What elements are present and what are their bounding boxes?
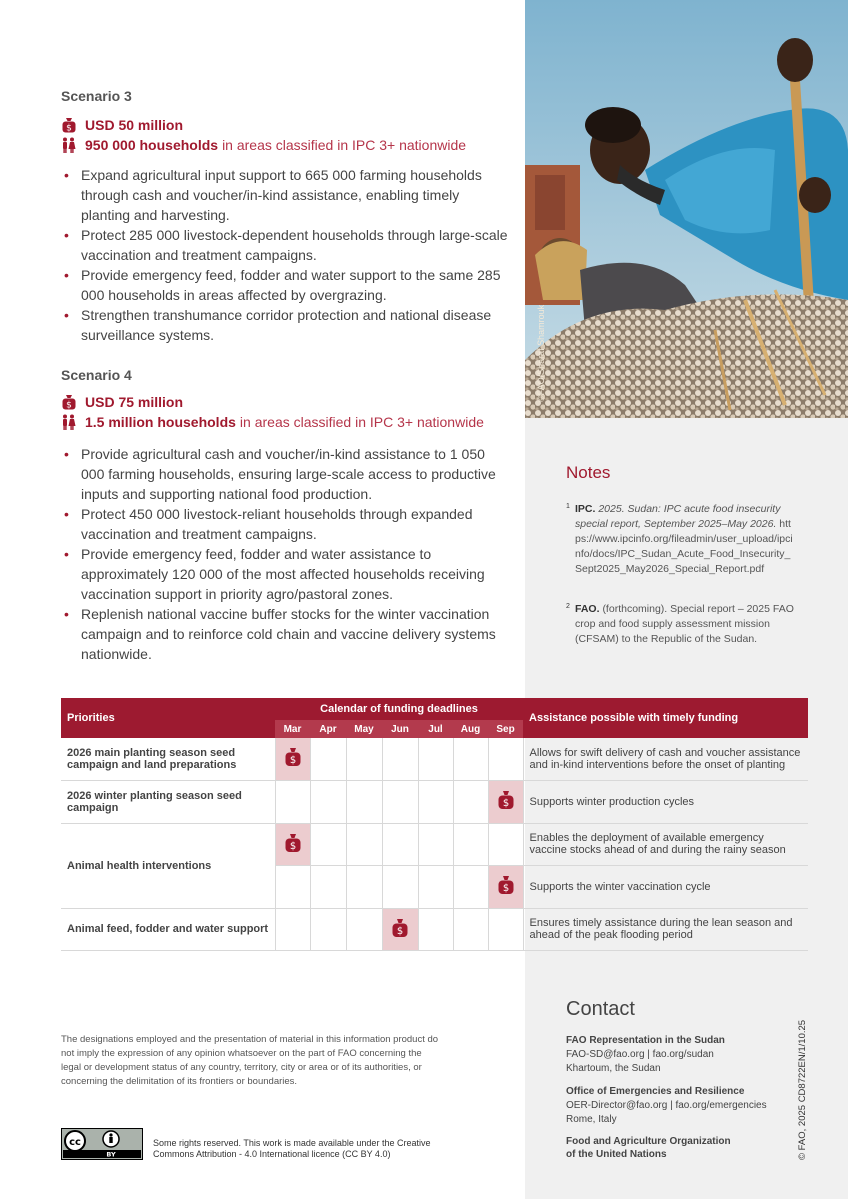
assistance-cell: Ensures timely assistance during the lean season and ahead of the peak flooding period	[523, 908, 808, 950]
note-link[interactable]: https://www.ipcinfo.org/fileadmin/user_upload/ipcinfo/docs/IPC_Sudan_Acute_Food_Insecurity_Sept2025_May2026_Special_Report.pdf	[575, 518, 793, 575]
note-2: 2 FAO. (forthcoming). Special report – 2025 FAO crop and food supply assessment mission (CFSAM) to the Republic of the Sudan.	[566, 603, 794, 645]
license-text: Some rights reserved. This work is made available under the Creative Commons Attribution - 4.0 International licence (CC BY 4.0)	[153, 1138, 431, 1159]
list-item: • Protect 285 000 livestock-dependent households through large-scale vaccination and treatment campaigns.	[61, 225, 511, 265]
month-header: Apr	[310, 720, 346, 738]
contact-org: Food and Agriculture Organization	[566, 1136, 731, 1147]
contact-location: Rome, Italy	[566, 1114, 617, 1125]
scenario-3-funding: $ USD 50 million	[61, 117, 183, 133]
contact-org: of the United Nations	[566, 1149, 667, 1160]
cc-by-license-badge[interactable]	[61, 1128, 143, 1160]
assistance-cell: Supports the winter vaccination cycle	[523, 865, 808, 908]
funding-deadline-cell	[275, 823, 310, 865]
svg-text:$: $	[502, 883, 509, 894]
assistance-cell: Supports winter production cycles	[523, 780, 808, 823]
list-item: • Provide emergency feed, fodder and water support to the same 285 000 households in areas affected by overgrazing.	[61, 265, 511, 305]
disclaimer-text: The designations employed and the presentation of material in this information product do not imply the expression of any opinion whatsoever on the part of FAO concerning the legal or development status of any country, territory, city or area or of its authorities, or concerning the delimitation of its frontiers or boundaries.	[61, 1034, 439, 1087]
photo-credit: ©FAO/Sharaf Shamrouk	[536, 304, 546, 402]
cover-photo	[525, 0, 848, 418]
priority-cell: Animal feed, fodder and water support	[61, 908, 275, 950]
table-row	[61, 780, 808, 823]
document-code: © FAO, 2025 CD8722EN/1/10.25	[797, 1019, 808, 1160]
scenario-4-households: 1.5 million households in areas classified in IPC 3+ nationwide	[61, 414, 484, 430]
funding-calendar-table	[61, 698, 808, 951]
money-bag-icon	[497, 875, 515, 895]
family-icon	[61, 137, 77, 153]
month-header: Jul	[418, 720, 453, 738]
contact-org: FAO Representation in the Sudan	[566, 1035, 725, 1046]
month-header: Sep	[488, 720, 523, 738]
money-bag-icon	[284, 747, 302, 767]
contact-location: Khartoum, the Sudan	[566, 1063, 661, 1074]
money-bag-icon	[497, 790, 515, 810]
month-header: Aug	[453, 720, 488, 738]
list-item: • Protect 450 000 livestock-reliant households through expanded vaccination and treatment campaigns.	[61, 504, 511, 544]
list-item: • Expand agricultural input support to 665 000 farming households through cash and voucher/in-kind assistance, enabling timely planting and harvesting.	[61, 165, 511, 225]
scenario-3-households: 950 000 households in areas classified in IPC 3+ nationwide	[61, 137, 466, 153]
svg-text:$: $	[502, 798, 509, 809]
money-bag-icon	[61, 394, 77, 410]
notes-title: Notes	[566, 463, 611, 482]
note-1: 1 IPC. 2025. Sudan: IPC acute food insecurity special report, September 2025–May 2026. https://www.ipcinfo.org/fileadmin/user_upload/ipcinfo/docs/IPC_Sudan_Acute_Food_Insecurity_Sept2025_May2026_Special_Report.pdf	[566, 503, 793, 575]
calendar-header: Calendar of funding deadlines	[275, 698, 523, 720]
table-row	[61, 738, 808, 780]
priorities-header: Priorities	[61, 698, 275, 738]
contact-org: Office of Emergencies and Resilience	[566, 1086, 745, 1097]
money-bag-icon	[391, 918, 409, 938]
scenario-3-actions	[61, 165, 511, 345]
list-item: • Provide emergency feed, fodder and water assistance to approximately 120 000 of the most affected households receiving vaccination support in priority agro/pastoral zones.	[61, 544, 511, 604]
contact-title: Contact	[566, 998, 635, 1020]
month-header: May	[346, 720, 382, 738]
contact-email-link[interactable]: OER-Director@fao.org | fao.org/emergencies	[566, 1100, 767, 1111]
svg-text:$: $	[66, 400, 72, 410]
table-row	[61, 908, 808, 950]
family-icon	[61, 414, 77, 430]
funding-deadline-cell	[382, 908, 418, 950]
money-bag-icon	[61, 117, 77, 133]
svg-text:$: $	[289, 755, 296, 767]
scenario-3-heading: Scenario 3	[61, 88, 132, 104]
assistance-cell: Enables the deployment of available emergency vaccine stocks ahead of and during the rainy season	[523, 823, 808, 865]
table-row	[61, 823, 808, 865]
month-header: Mar	[275, 720, 310, 738]
month-header: Jun	[382, 720, 418, 738]
scenario-4-heading: Scenario 4	[61, 367, 132, 383]
assistance-header: Assistance possible with timely funding	[523, 698, 808, 738]
priority-cell: 2026 main planting season seed campaign and land preparations	[61, 738, 275, 780]
svg-text:$: $	[66, 123, 72, 133]
contact-email-link[interactable]: FAO-SD@fao.org | fao.org/sudan	[566, 1049, 714, 1060]
svg-text:cc: cc	[69, 1137, 81, 1148]
scenario-4-funding: $ USD 75 million	[61, 394, 183, 410]
cc-badge-label: BY	[106, 1150, 116, 1159]
priority-cell: Animal health interventions	[61, 823, 275, 908]
funding-deadline-cell	[275, 738, 310, 780]
funding-deadline-cell	[488, 865, 523, 908]
scenario-4-actions	[61, 444, 511, 664]
funding-deadline-cell	[488, 780, 523, 823]
list-item: • Provide agricultural cash and voucher/in-kind assistance to 1 050 000 farming households, ensuring large-scale access to productive inputs and supporting national food production.	[61, 444, 511, 504]
money-bag-icon	[284, 833, 302, 853]
list-item: • Strengthen transhumance corridor protection and national disease surveillance systems.	[61, 305, 511, 345]
list-item: • Replenish national vaccine buffer stocks for the winter vaccination campaign and to reinforce cold chain and vaccine delivery systems nationwide.	[61, 604, 511, 664]
svg-text:$: $	[289, 840, 296, 852]
svg-text:$: $	[396, 925, 404, 937]
assistance-cell: Allows for swift delivery of cash and voucher assistance and in-kind interventions before the onset of planting	[523, 738, 808, 780]
priority-cell: 2026 winter planting season seed campaign	[61, 780, 275, 823]
